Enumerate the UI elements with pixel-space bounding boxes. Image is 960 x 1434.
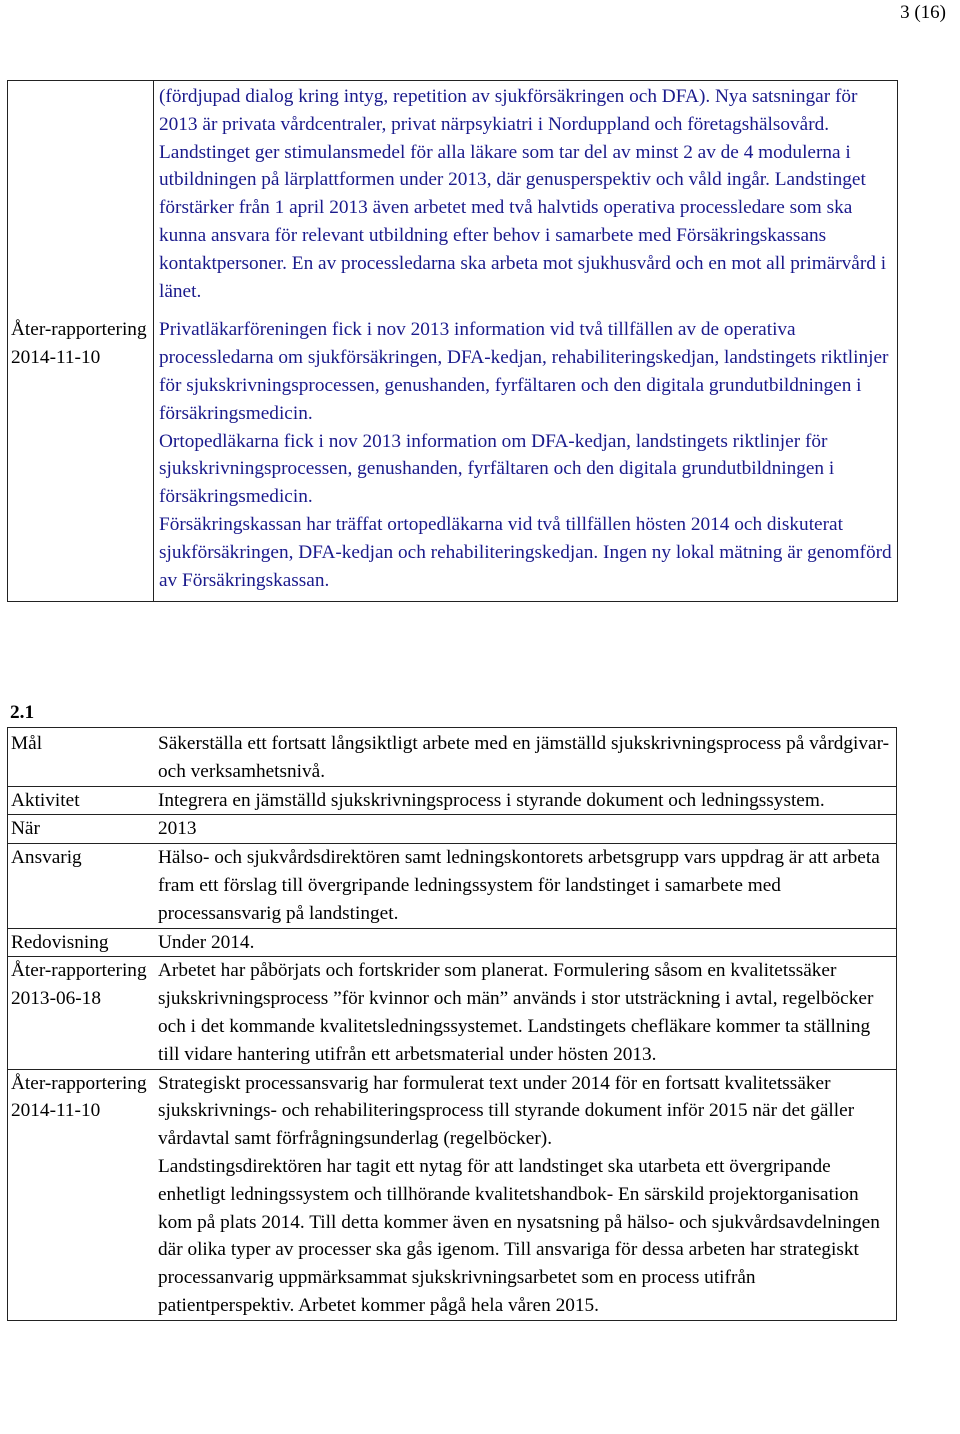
row-text [153,728,897,787]
paragraph: Hälso- och sjukvårdsdirektören samt ledningskontorets arbetsgrupp vars uppdrag är att arbeta fram ett förslag till övergripande ledningssystem för landstinget i samarbete med processansvarig på landstinget. [158,847,880,924]
report-table-1 [7,80,898,602]
row-label: Åter-rapportering 2014-11-10 [8,1069,154,1320]
paragraph: Strategiskt processansvarig har formulerat text under 2014 för en fortsatt kvalitetssäker sjukskrivnings- och rehabiliteringsprocess till styrande dokument inför 2015 när det gäller vårdavtal samt förfrågningsunderlag (regelböcker). [158,1072,855,1150]
row-text [153,1069,897,1320]
row-text [153,844,897,928]
paragraph: 2013 [158,818,197,840]
paragraph: Arbetet har påbörjats och fortskrider som planerat. Formulering såsom en kvalitetssäker sjukskrivningsprocess ”för kvinnor och män” används i stor utsträckning i avtal, regelböcker och i det kommande kvalitetsledningssystemet. Landstingets chefläkare kommer ta ställning till vidare hantering utifrån ett arbetsmaterial under hösten 2013. [158,960,874,1065]
row-text [153,957,897,1069]
table-row [8,728,897,787]
paragraph: Landstingsdirektören har tagit ett nytag för att landstinget ska utarbeta ett övergripande enhetligt ledningssystem och tillhörande kvalitetshandbok- En särskild projektorganisation kom på plats 2014. Till detta kommer även en nysatsning på hälso- och sjukvårdsavdelningen där olika typer av processer ska gås igenom. Till ansvariga för dessa arbeten har strategiskt processanvarig uppmärksammat sjukskrivningsarbetet som en process utifrån patientperspektiv. Arbetet kommer pågå hela våren 2015. [158,1155,880,1316]
row-label: Ansvarig [8,844,154,928]
row-label: Aktivitet [8,786,154,815]
page-number: 3 (16) [900,2,946,23]
paragraph: Under 2014. [158,931,255,953]
table-row [8,815,897,844]
table-row [8,1069,897,1320]
row-label: När [8,815,154,844]
row-text [153,928,897,957]
table-row [8,81,898,313]
row-text [154,81,898,313]
row-label: Mål [11,733,43,754]
table-row [8,312,898,601]
paragraph: Privatläkarföreningen fick i nov 2013 information vid två tillfällen av de operativa processledarna om sjukförsäkringen, DFA-kedjan, rehabiliteringskedjan, landstingets riktlinjer för sjukskrivningsprocessen, genushanden, fyrfältaren och den digitala grundutbildningen i försäkringsmedicin. [159,319,889,424]
report-table-2 [7,727,897,1321]
table-row [8,928,897,957]
row-label: Åter-rapportering 2014-11-10 [8,312,154,601]
row-label: Åter-rapportering 2013-06-18 [8,957,154,1069]
table-row [8,957,897,1069]
table-row [8,844,897,928]
row-label: Redovisning [8,928,154,957]
paragraph: Försäkringskassan har träffat ortopedläkarna vid två tillfällen hösten 2014 och diskuterat sjukförsäkringen, DFA-kedjan och rehabiliteringskedjan. Ingen ny lokal mätning är genomförd av Försäkringskassan. [159,513,892,591]
row-text [154,312,898,601]
row-text [153,786,897,815]
row-text [153,815,897,844]
row-label [8,81,154,313]
paragraph: Ortopedläkarna fick i nov 2013 information om DFA-kedjan, landstingets riktlinjer för sjukskrivningsprocessen, genushanden, fyrfältaren och den digitala grundutbildningen i försäkringsmedicin. [159,430,835,508]
paragraph: Integrera en jämställd sjukskrivningsprocess i styrande dokument och ledningssystem. [158,789,825,811]
section-number: 2.1 [10,702,35,723]
table-row [8,786,897,815]
paragraph: (fördjupad dialog kring intyg, repetition av sjukförsäkringen och DFA). Nya satsningar för 2013 är privata vårdcentraler, privat närpsykiatri i Norduppland och företagshälsovård. Landstinget ger stimulansmedel för alla läkare som tar del av minst 2 av de 4 modulerna i utbildningen på lärplattformen under 2013, där genusperspektiv och våld ingår. Landstinget förstärker från 1 april 2013 även arbetet med två halvtids operativa processledare som ska kunna ansvara för relevant utbildning efter behov i samarbete med Försäkringskassans kontaktpersoner. En av processledarna ska arbeta mot sjukhusvård och en mot all primärvård i länet. [159,86,887,302]
paragraph: Säkerställa ett fortsatt långsiktligt arbete med en jämställd sjukskrivningsprocess på vårdgivar- och verksamhetsnivå. [158,733,890,782]
